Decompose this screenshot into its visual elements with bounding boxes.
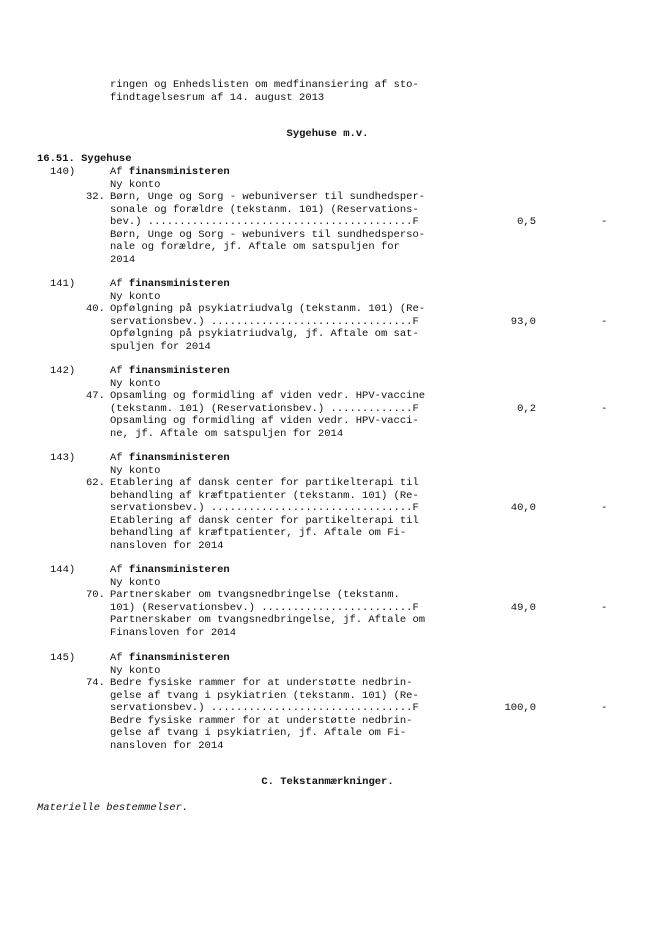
entry-amount: 93,0 [510, 315, 536, 328]
entry-number: 142) [50, 365, 76, 377]
entry-text-line: Bedre fysiske rammer for at understøtte nedbrin- [110, 714, 413, 727]
subsection-heading: 16.51. Sygehuse [37, 153, 132, 165]
entry-ministry: finansministeren [128, 564, 230, 576]
entry-af-text: Af [110, 652, 129, 664]
entry-ministry: finansministeren [128, 365, 230, 377]
entry-af-text: Af [110, 564, 129, 576]
entry-ministry: finansministeren [128, 652, 230, 664]
entry-ministry: finansministeren [128, 166, 230, 178]
entry-amount: 40,0 [510, 502, 536, 514]
entry-item-number: 62. [86, 477, 105, 489]
entry-text-line: Børn, Unge og Sorg - webuniverser til sundhedsper- [110, 191, 426, 203]
entry-amount: 49,0 [510, 601, 536, 614]
entry-number: 140) [50, 166, 76, 178]
entry-dash: - [601, 702, 608, 714]
entry-item-number: 70. [86, 589, 105, 601]
entry-text-line: nansloven for 2014 [110, 739, 224, 752]
entry-text-line: ne, jf. Aftale om satspuljen for 2014 [110, 427, 344, 440]
entry-item-number: 40. [86, 303, 105, 315]
footer-italic-text: Materielle bestemmelser. [37, 802, 189, 814]
entry-text-line: Opsamling og formidling af viden vedr. HPV-vaccine [110, 390, 426, 402]
entry-text-line: gelse af tvang i psykiatrien (tekstanm. 101) (Re- [110, 689, 419, 702]
intro-line-2: findtagelsesrum af 14. august 2013 [110, 92, 325, 104]
section-heading: Sygehuse m.v. [286, 128, 369, 140]
entry-amount: 0,2 [517, 402, 536, 415]
entry-ministry: finansministeren [128, 452, 230, 464]
entry-text-line: servationsbev.) ................................F [110, 502, 419, 514]
entry-text-line: Etablering af dansk center for partikelterapi til [110, 514, 419, 527]
entry-ministry-line [110, 652, 230, 665]
entry-af-text: Af [110, 166, 129, 178]
entry-text-line: 2014 [110, 253, 136, 266]
entry-item-number: 74. [86, 677, 105, 689]
entry-text-line: Bedre fysiske rammer for at understøtte nedbrin- [110, 677, 413, 689]
entry-number: 145) [50, 652, 76, 664]
entry-text-line: 101) (Reservationsbev.) ........................F [110, 601, 419, 614]
entry-konto: Ny konto [110, 464, 161, 477]
entry-text-line: servationsbev.) ................................F [110, 315, 419, 328]
entry-text-line: spuljen for 2014 [110, 340, 211, 353]
entry-dash: - [601, 315, 608, 328]
entry-konto: Ny konto [110, 290, 161, 303]
entry-konto: Ny konto [110, 377, 161, 390]
entry-number: 141) [50, 278, 76, 290]
entry-ministry: finansministeren [128, 278, 230, 290]
entry-ministry-line [110, 365, 230, 378]
entry-amount: 0,5 [517, 216, 536, 228]
entry-text-line: Opfølgning på psykiatriudvalg, jf. Aftale om sat- [110, 328, 419, 340]
entry-item-number: 32. [86, 191, 105, 203]
entry-text-line: Opsamling og formidling af viden vedr. HPV-vacci- [110, 415, 419, 427]
entry-amount: 100,0 [504, 702, 536, 714]
entry-text-line: Børn, Unge og Sorg - webunivers til sundhedsperso- [110, 228, 426, 241]
entry-ministry-line [110, 564, 230, 577]
entry-number: 143) [50, 452, 76, 464]
entry-konto: Ny konto [110, 664, 161, 677]
entry-dash: - [601, 402, 608, 415]
entry-text-line: Finansloven for 2014 [110, 626, 237, 639]
entry-text-line: Partnerskaber om tvangsnedbringelse (tekstanm. [110, 589, 400, 601]
entry-item-number: 47. [86, 390, 105, 402]
entry-text-line: behandling af kræftpatienter (tekstanm. 101) (Re- [110, 489, 419, 502]
entry-text-line: servationsbev.) ................................F [110, 702, 419, 714]
entry-konto: Ny konto [110, 178, 161, 191]
entry-konto: Ny konto [110, 576, 161, 589]
entry-text-line: nale og forældre, jf. Aftale om satspuljen for [110, 241, 400, 253]
entry-number: 144) [50, 564, 76, 576]
c-heading: C. Tekstanmærkninger. [261, 776, 394, 788]
entry-dash: - [601, 216, 608, 228]
entry-text-line: (tekstanm. 101) (Reservationsbev.) .............F [110, 402, 419, 415]
intro-line-1: ringen og Enhedslisten om medfinansiering af sto- [110, 79, 419, 91]
entry-text-line: nansloven for 2014 [110, 539, 224, 552]
entry-ministry-line [110, 166, 230, 179]
entry-text-line: bev.) ..........................................F [110, 216, 419, 228]
entry-af-text: Af [110, 452, 129, 464]
entry-af-text: Af [110, 278, 129, 290]
entry-text-line: Opfølgning på psykiatriudvalg (tekstanm. 101) (Re- [110, 303, 426, 315]
entry-dash: - [601, 502, 608, 514]
entry-text-line: sonale og forældre (tekstanm. 101) (Reservations- [110, 203, 419, 216]
entry-af-text: Af [110, 365, 129, 377]
entry-text-line: gelse af tvang i psykiatrien, jf. Aftale om Fi- [110, 727, 407, 739]
entry-dash: - [601, 601, 608, 614]
entry-ministry-line [110, 452, 230, 465]
entry-text-line: Etablering af dansk center for partikelterapi til [110, 477, 419, 489]
entry-text-line: Partnerskaber om tvangsnedbringelse, jf. Aftale om [110, 614, 426, 626]
entry-text-line: behandling af kræftpatienter, jf. Aftale om Fi- [110, 527, 407, 539]
entry-ministry-line [110, 278, 230, 291]
